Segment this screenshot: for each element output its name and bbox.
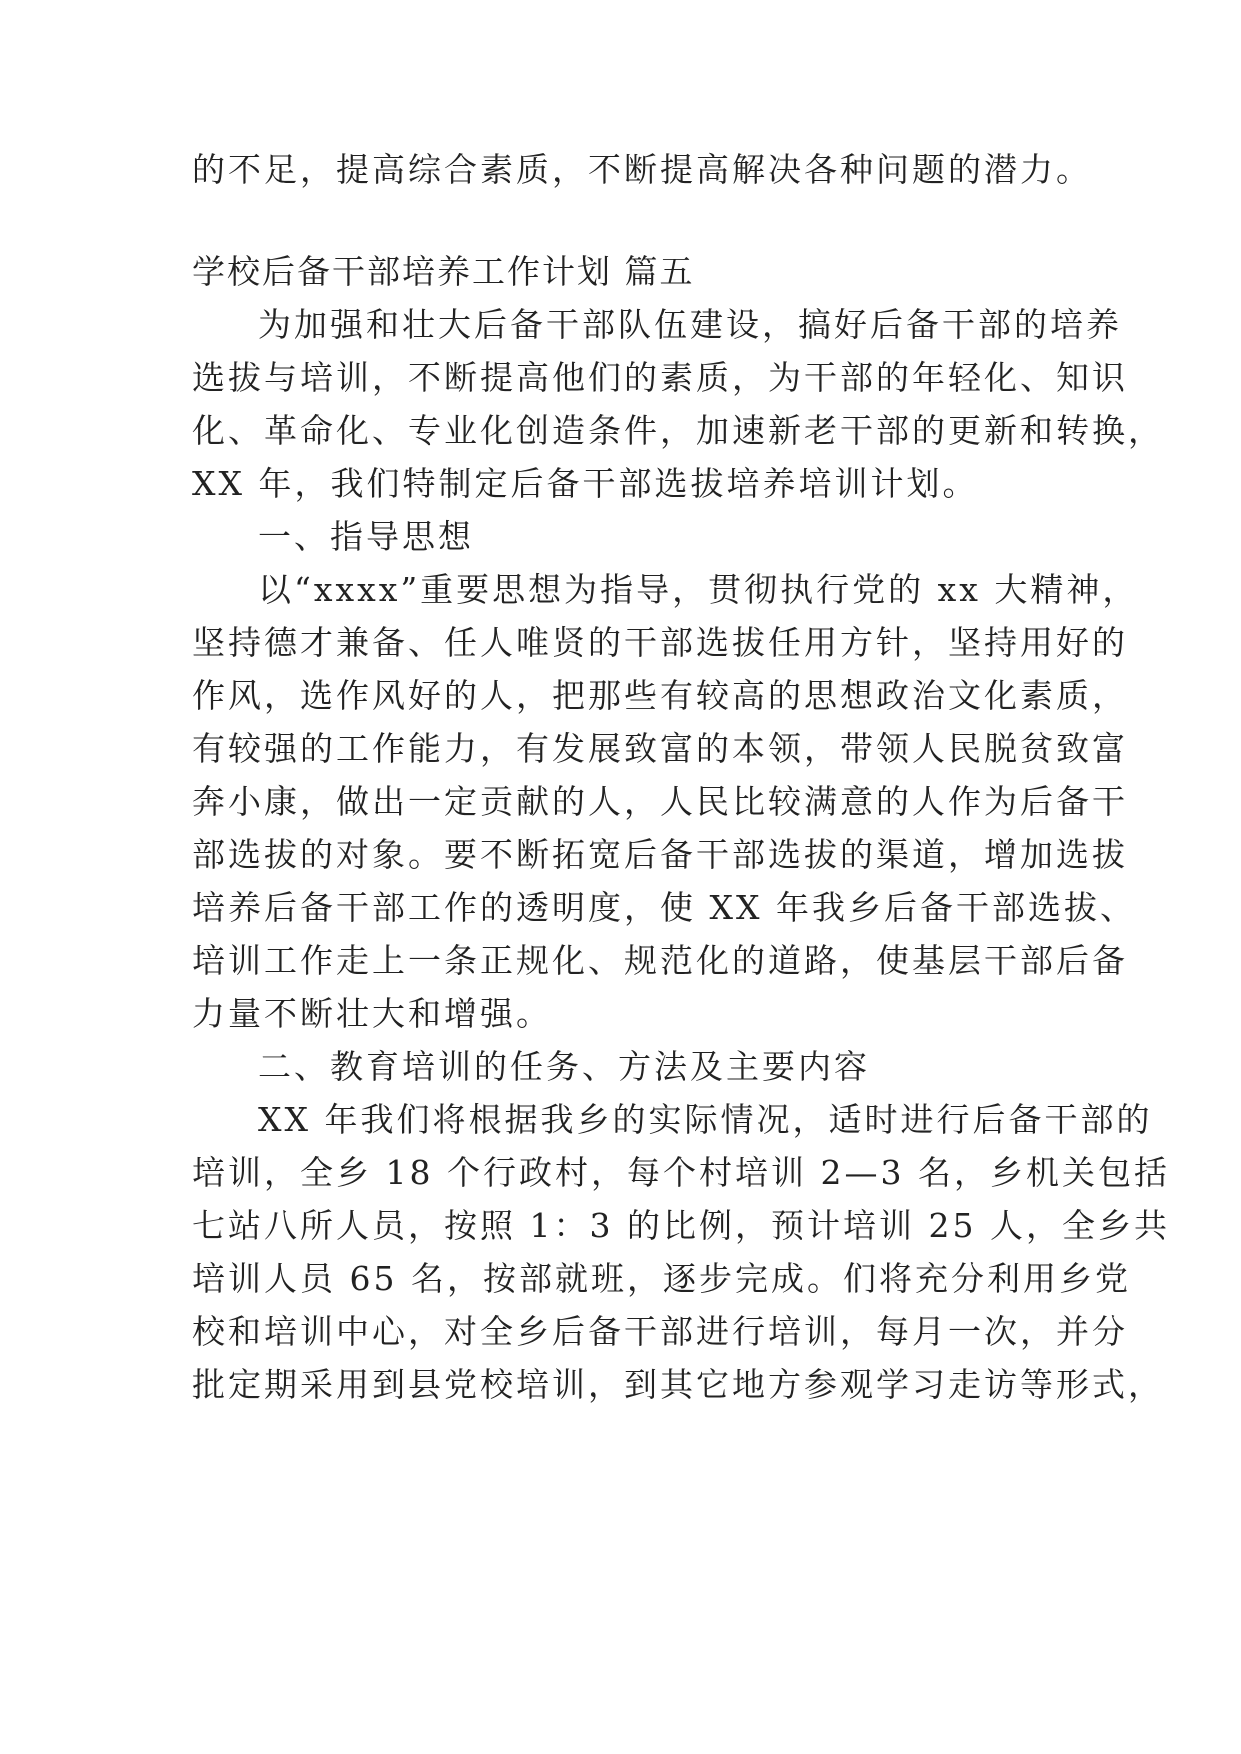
heading-guiding-ideology: 一、指导思想 <box>258 517 474 556</box>
paragraph-ideology-line: 部选拔的对象。要不断拓宽后备干部选拔的渠道，增加选拔 <box>192 835 1128 874</box>
paragraph-intro-line: 化、革命化、专业化创造条件，加速新老干部的更新和转换， <box>192 411 1164 450</box>
paragraph-training-line: 校和培训中心，对全乡后备干部进行培训，每月一次，并分 <box>192 1312 1128 1351</box>
section-title: 学校后备干部培养工作计划 篇五 <box>192 252 695 291</box>
paragraph-training-line: 培训，全乡 18 个行政村，每个村培训 2—3 名，乡机关包括 <box>192 1153 1170 1192</box>
paragraph-training-line: 批定期采用到县党校培训，到其它地方参观学习走访等形式， <box>192 1365 1164 1404</box>
paragraph-training-line: 七站八所人员，按照 1：3 的比例，预计培训 25 人，全乡共 <box>192 1206 1170 1245</box>
paragraph-ideology-line: 培养后备干部工作的透明度，使 XX 年我乡后备干部选拔、 <box>192 888 1136 927</box>
paragraph-ideology-line: 坚持德才兼备、任人唯贤的干部选拔任用方针，坚持用好的 <box>192 623 1128 662</box>
paragraph-training-line: 培训人员 65 名，按部就班，逐步完成。们将充分利用乡党 <box>192 1259 1131 1298</box>
paragraph-ideology-line: 有较强的工作能力，有发展致富的本领，带领人民脱贫致富 <box>192 729 1128 768</box>
paragraph-ideology-line: 培训工作走上一条正规化、规范化的道路，使基层干部后备 <box>192 941 1128 980</box>
paragraph-training-line: XX 年我们将根据我乡的实际情况，适时进行后备干部的 <box>258 1100 1153 1139</box>
paragraph-ideology-line: 力量不断壮大和增强。 <box>192 994 552 1033</box>
paragraph-intro-line: 选拔与培训，不断提高他们的素质，为干部的年轻化、知识 <box>192 358 1128 397</box>
paragraph-intro-line: XX 年，我们特制定后备干部选拔培养培训计划。 <box>192 464 979 503</box>
text-line-continuation: 的不足，提高综合素质，不断提高解决各种问题的潜力。 <box>192 150 1092 189</box>
paragraph-ideology-line: 以“xxxx”重要思想为指导，贯彻执行党的 xx 大精神， <box>258 570 1139 609</box>
paragraph-intro-line: 为加强和壮大后备干部队伍建设，搞好后备干部的培养 <box>258 305 1122 344</box>
heading-training-tasks: 二、教育培训的任务、方法及主要内容 <box>258 1047 870 1086</box>
paragraph-ideology-line: 奔小康，做出一定贡献的人，人民比较满意的人作为后备干 <box>192 782 1128 821</box>
paragraph-ideology-line: 作风，选作风好的人，把那些有较高的思想政治文化素质， <box>192 676 1128 715</box>
